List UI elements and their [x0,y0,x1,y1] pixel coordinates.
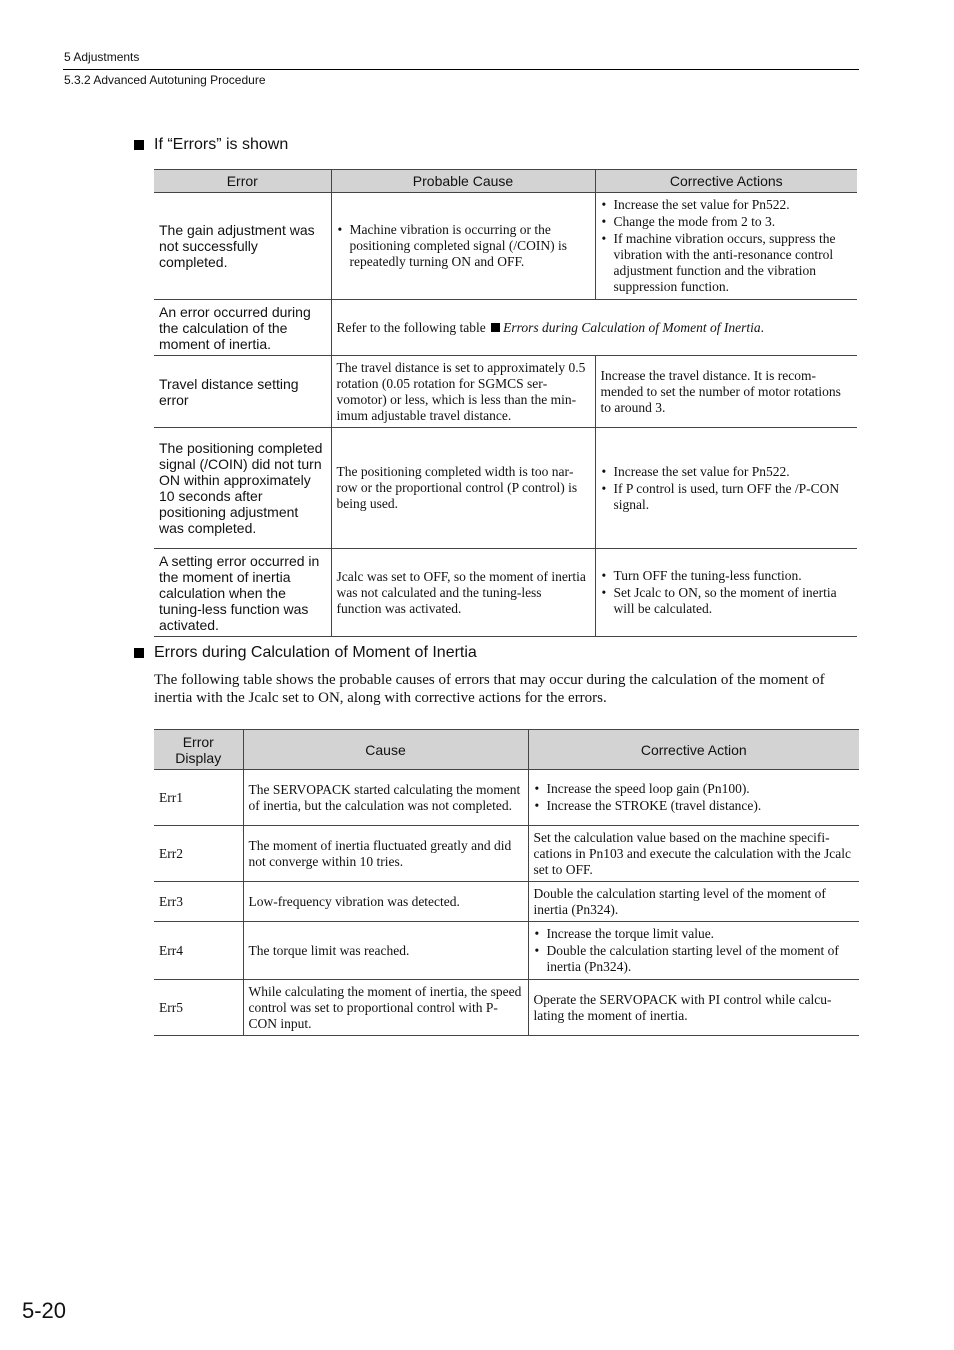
intro-paragraph: The following table shows the probable causes of errors that may occur during the calculation of the moment of inertia with the Jcalc set to ON, along with corrective actions for the errors. [154,672,825,706]
actions-cell: Set the calculation value based on the machine specifications in Pn103 and execute the calculation with the Jcalc set to OFF. [528,826,859,882]
section-title-errors-shown [134,136,288,154]
actions-cell [595,549,857,637]
actions-cell [528,922,859,980]
actions-cell [528,770,859,826]
list-item: • Increase the STROKE (travel distance). [534,798,762,813]
bullet-icon: • [601,214,607,229]
list-item: • Turn OFF the tuning-less function. [601,568,802,583]
list-item: • If P control is used, turn OFF the /P-CON signal. [601,480,840,512]
section-header: 5.3.2 Advanced Autotuning Procedure [64,73,266,87]
bullet-icon: • [534,943,540,958]
bullet-icon: • [601,231,607,246]
bullet-icon: • [601,197,607,212]
cause-cell: The moment of inertia fluctuated greatly and did not converge within 10 tries. [243,826,528,882]
error-code-cell: Err5 [154,980,243,1036]
merged-reference-cell: Refer to the following table Errors during Calculation of Moment of Inertia. [331,300,857,356]
cause-cell: The torque limit was reached. [243,922,528,980]
actions-cell: Increase the travel distance. It is recommended to set the number of motor rotations to around 3. [595,356,857,428]
cause-cell [331,193,595,300]
table-row [154,882,859,922]
table-row [154,356,857,428]
bullet-icon: • [601,585,607,600]
section-title-text: If “Errors” is shown [154,136,289,153]
list-item: • Increase the speed loop gain (Pn100). [534,781,750,796]
section-title-text: Errors during Calculation of Moment of Inertia [154,644,477,661]
cause-cell: The travel distance is set to approximately 0.5 rotation (0.05 rotation for SGMCS servomotor) or less, which is less than the minimum adjustable travel distance. [331,356,595,428]
list-item: • Double the calculation starting level of the moment of inertia (Pn324). [534,943,839,974]
errors-table [154,169,857,637]
bullet-icon: • [601,463,607,479]
column-header-error: Error [154,170,331,193]
actions-cell [595,193,857,300]
error-cell: An error occurred during the calculation of the moment of inertia. [154,300,331,356]
error-cell: The positioning completed signal (/COIN) did not turn ON within approximately 10 seconds after positioning adjustment was completed. [154,428,331,549]
bullet-icon: • [534,798,540,813]
cause-cell: Jcalc was set to OFF, so the moment of inertia was not calculated and the tuning-less function was activated. [331,549,595,637]
list-item: • If machine vibration occurs, suppress the vibration with the anti-resonance control adjustment function and the vibration suppression function. [601,231,836,294]
cause-cell: While calculating the moment of inertia, the speed control was set to proportional control with P-CON input. [243,980,528,1036]
inertia-table-header [154,730,859,770]
actions-cell [595,428,857,549]
column-header-cause: Cause [243,730,528,770]
section-title-inertia-errors [134,644,477,662]
square-bullet-icon [134,140,144,150]
list-item: • Increase the set value for Pn522. [601,197,790,212]
square-bullet-icon [134,648,144,658]
list-item: • Increase the torque limit value. [534,926,715,941]
table-row [154,549,857,637]
header-rule [63,69,859,70]
square-reference-icon [491,323,500,332]
list-item: • Machine vibration is occurring or the positioning completed signal (/COIN) is repeatedly turning ON and OFF. [337,222,567,269]
cause-cell: Low-frequency vibration was detected. [243,882,528,922]
error-code-cell: Err2 [154,826,243,882]
error-cell: Travel distance setting error [154,356,331,428]
error-cell: The gain adjustment was not successfully completed. [154,193,331,300]
actions-cell: Operate the SERVOPACK with PI control while calculating the moment of inertia. [528,980,859,1036]
table-row [154,826,859,882]
table-row [154,980,859,1036]
list-item: • Set Jcalc to ON, so the moment of inertia will be calculated. [601,585,837,616]
error-code-cell: Err3 [154,882,243,922]
chapter-header: 5 Adjustments [64,50,140,64]
column-header-error-display: Error Display [154,730,243,770]
column-header-corrective-action: Corrective Action [528,730,859,770]
actions-cell: Double the calculation starting level of the moment of inertia (Pn324). [528,882,859,922]
table-row [154,193,857,300]
column-header-probable-cause: Probable Cause [331,170,595,193]
errors-table-header [154,170,857,193]
bullet-icon: • [534,781,540,796]
bullet-icon: • [601,480,607,496]
list-item: • Change the mode from 2 to 3. [601,214,776,229]
column-header-corrective-actions: Corrective Actions [595,170,857,193]
table-row [154,428,857,549]
reference-link-text: Errors during Calculation of Moment of Inertia [503,319,761,335]
table-row [154,300,857,356]
bullet-icon: • [601,568,607,583]
table-row [154,770,859,826]
table-row [154,922,859,980]
list-item: • Increase the set value for Pn522. [601,463,790,479]
error-cell: A setting error occurred in the moment of inertia calculation when the tuning-less function was activated. [154,549,331,637]
error-code-cell: Err4 [154,922,243,980]
bullet-icon: • [534,926,540,941]
page-number: 5-20 [22,1298,67,1323]
error-code-cell: Err1 [154,770,243,826]
bullet-icon: • [337,222,343,237]
inertia-errors-table [154,729,859,1036]
cause-cell: The positioning completed width is too narrow or the proportional control (P control) is being used. [331,428,595,549]
cause-cell: The SERVOPACK started calculating the moment of inertia, but the calculation was not completed. [243,770,528,826]
